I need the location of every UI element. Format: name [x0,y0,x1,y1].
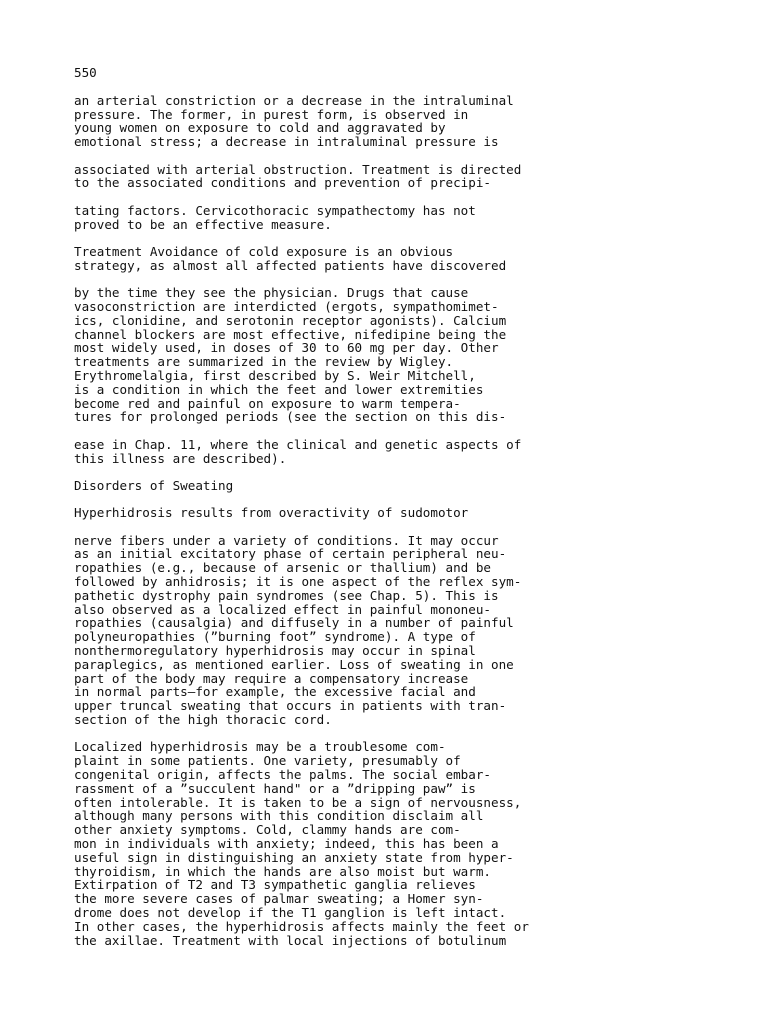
text-line: the more severe cases of palmar sweating; a Homer syn- [74,891,484,907]
text-line: often intolerable. It is taken to be a sign of nervousness, [74,794,522,810]
text-line: this illness are described). [74,450,287,466]
text-line: nonthermoregulatory hyperhidrosis may occur in spinal [74,643,476,659]
text-line: by the time they see the physician. Drugs that cause [74,285,469,301]
text-line: strategy, as almost all affected patients have discovered [74,257,507,273]
body-text [74,94,754,948]
text-line: an arterial constriction or a decrease in the intraluminal [74,92,514,108]
text-line: Treatment Avoidance of cold exposure is an obvious [74,243,454,259]
paragraph [74,204,754,232]
text-line: mon in individuals with anxiety; indeed, this has been a [74,836,499,851]
text-line: in normal parts—for example, the excessive facial and [74,684,476,700]
text-line: pathetic dystrophy pain syndromes (see Chap. 5). This is [74,587,499,603]
text-line: young women on exposure to cold and aggravated by [74,120,446,136]
text-line: associated with arterial obstruction. Treatment is directed [74,161,522,177]
text-line: paraplegics, as mentioned earlier. Loss of sweating in one [74,656,514,672]
paragraph [74,740,754,947]
text-line: also observed as a localized effect in painful mononeu- [74,601,492,617]
paragraph [74,94,754,149]
text-line: followed by anhidrosis; it is one aspect of the reflex sym- [74,574,522,590]
text-line: tures for prolonged periods (see the section on this dis- [74,409,507,425]
paragraph [74,286,754,424]
text-line: although many persons with this condition disclaim all [74,808,484,824]
text-line: rassment of a ”succulent hand" or a ”dripping paw” is [74,780,476,796]
text-line: Extirpation of T2 and T3 sympathetic ganglia relieves [74,877,476,893]
text-line: most widely used, in doses of 30 to 60 mg per day. Other [74,340,499,356]
text-line: part of the body may require a compensatory increase [74,670,469,686]
text-line: section of the high thoracic cord. [74,712,332,728]
paragraph [74,506,754,520]
text-line: Localized hyperhidrosis may be a troublesome com- [74,739,446,755]
text-line: as an initial excitatory phase of certain peripheral neu- [74,546,507,562]
text-line: channel blockers are most effective, nifedipine being the [74,326,507,342]
text-line: In other cases, the hyperhidrosis affects mainly the feet or [74,918,529,934]
text-line: other anxiety symptoms. Cold, clammy hands are com- [74,822,461,838]
text-line: the axillae. Treatment with local injections of botulinum [74,932,507,948]
text-line: vasoconstriction are interdicted (ergots, sympathomimet- [74,298,499,314]
text-line: tating factors. Cervicothoracic sympathectomy has not [74,202,476,218]
text-line: polyneuropathies (”burning foot” syndrome). A type of [74,629,476,645]
section-heading [74,479,754,493]
paragraph [74,163,754,191]
text-line: upper truncal sweating that occurs in patients with tran- [74,698,507,714]
paragraph [74,245,754,273]
text-line: drome does not develop if the T1 ganglion is left intact. [74,904,507,920]
text-line: Hyperhidrosis results from overactivity of sudomotor [74,505,469,521]
text-line: ics, clonidine, and serotonin receptor agonists). Calcium [74,312,507,328]
text-line: ease in Chap. 11, where the clinical and genetic aspects of [74,436,522,452]
paragraph [74,534,754,727]
text-line: thyroidism, in which the hands are also moist but warm. [74,863,492,879]
text-line: pressure. The former, in purest form, is observed in [74,106,469,122]
text-line: Disorders of Sweating [74,477,234,493]
text-line: become red and painful on exposure to warm tempera- [74,395,461,411]
text-line: ropathies (e.g., because of arsenic or thallium) and be [74,560,492,576]
text-line: to the associated conditions and prevention of precipi- [74,175,492,191]
text-line: proved to be an effective measure. [74,216,332,232]
text-line: Erythromelalgia, first described by S. Weir Mitchell, [74,367,476,383]
text-line: useful sign in distinguishing an anxiety state from hyper- [74,849,514,865]
text-line: is a condition in which the feet and lower extremities [74,381,484,397]
text-line: nerve fibers under a variety of conditions. It may occur [74,532,499,548]
page-number: 550 [74,65,97,80]
document-page [74,66,754,961]
text-line: congenital origin, affects the palms. The social embar- [74,767,492,783]
text-line: plaint in some patients. One variety, presumably of [74,753,461,769]
text-line: ropathies (causalgia) and diffusely in a number of painful [74,615,514,631]
text-line: emotional stress; a decrease in intraluminal pressure is [74,134,499,150]
text-line: treatments are summarized in the review by Wigley. [74,354,454,370]
paragraph [74,438,754,466]
